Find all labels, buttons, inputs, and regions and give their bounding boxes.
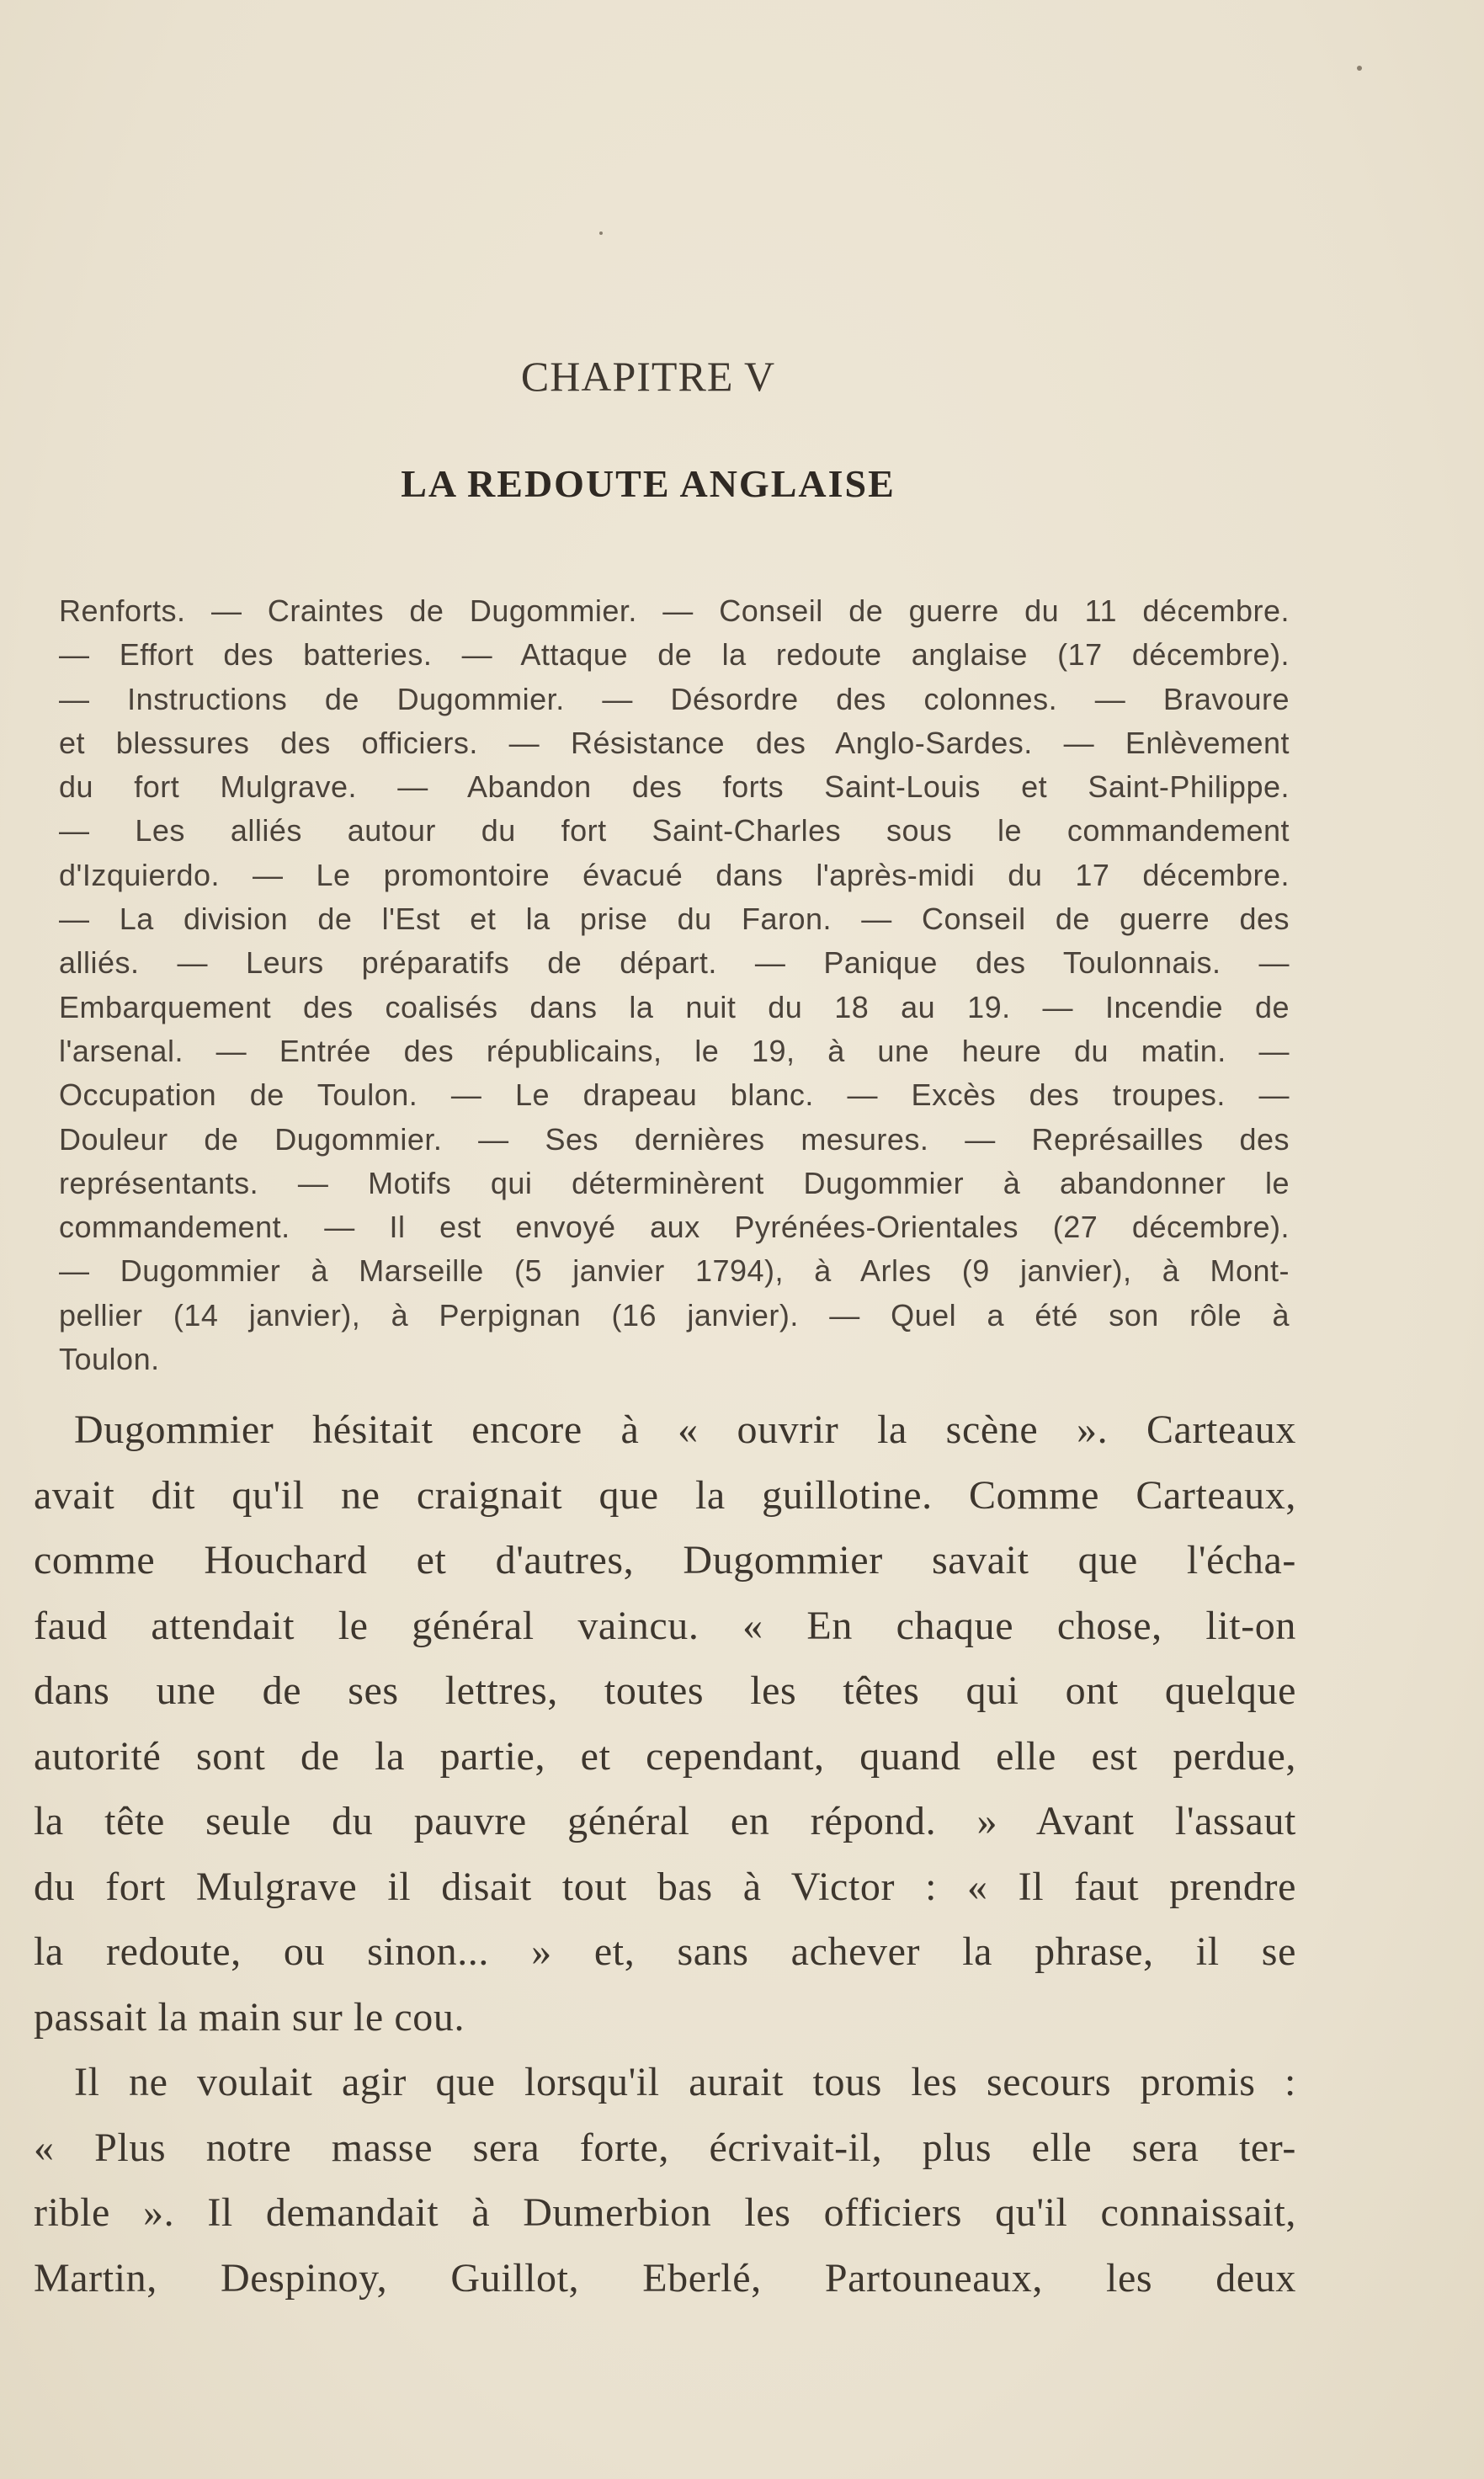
summary-line: Douleur de Dugommier. — Ses dernières mesures. — Représailles des (59, 1121, 1290, 1157)
body-line: du fort Mulgrave il disait tout bas à Victor : « Il faut prendre (34, 1864, 1296, 1909)
body-line: « Plus notre masse sera forte, écrivait-il, plus elle sera ter- (34, 2125, 1296, 2170)
summary-line: — La division de l'Est et la prise du Faron. — Conseil de guerre des (59, 902, 1290, 937)
summary-line: — Dugommier à Marseille (5 janvier 1794), à Arles (9 janvier), à Mont- (59, 1253, 1290, 1289)
body-text (34, 1397, 1296, 2311)
body-line: passait la main sur le cou. (34, 1994, 465, 2040)
summary-line: Toulon. (59, 1342, 160, 1377)
body-line: avait dit qu'il ne craignait que la guillotine. Comme Carteaux, (34, 1472, 1296, 1518)
summary-line: pellier (14 janvier), à Perpignan (16 janvier). — Quel a été son rôle à (59, 1297, 1290, 1333)
body-line: la tête seule du pauvre général en répond. » Avant l'assaut (34, 1799, 1296, 1843)
body-line: Il ne voulait agir que lorsqu'il aurait tous les secours promis : (74, 2060, 1296, 2104)
summary-line: du fort Mulgrave. — Abandon des forts Saint-Louis et Saint-Philippe. (59, 769, 1290, 805)
body-line: faud attendait le général vaincu. « En chaque chose, lit-on (34, 1603, 1296, 1648)
summary-line: Occupation de Toulon. — Le drapeau blanc. — Excès des troupes. — (59, 1077, 1290, 1113)
body-line: Dugommier hésitait encore à « ouvrir la scène ». Carteaux (74, 1407, 1296, 1452)
summary-line: l'arsenal. — Entrée des républicains, le 19, à une heure du matin. — (59, 1033, 1290, 1068)
chapter-title: LA REDOUTE ANGLAISE (401, 462, 896, 505)
paper-speck (599, 231, 603, 235)
summary-line: alliés. — Leurs préparatifs de départ. — Panique des Toulonnais. — (59, 945, 1290, 981)
body-line: rible ». Il demandait à Dumerbion les officiers qu'il connaissait, (34, 2190, 1296, 2235)
summary-line: — Effort des batteries. — Attaque de la redoute anglaise (17 décembre). (59, 637, 1290, 673)
body-line: autorité sont de la partie, et cependant, quand elle est perdue, (34, 1733, 1296, 1779)
chapter-label: CHAPITRE V (520, 353, 776, 400)
body-line: Martin, Despinoy, Guillot, Eberlé, Partouneaux, les deux (34, 2255, 1296, 2301)
summary-line: et blessures des officiers. — Résistance des Anglo-Sardes. — Enlèvement (59, 725, 1290, 760)
summary-line: — Les alliés autour du fort Saint-Charles sous le commandement (59, 813, 1290, 848)
summary-line: Embarquement des coalisés dans la nuit du 18 au 19. — Incendie de (59, 989, 1290, 1024)
body-line: comme Houchard et d'autres, Dugommier savait que l'écha- (34, 1538, 1296, 1583)
summary-line: — Instructions de Dugommier. — Désordre des colonnes. — Bravoure (59, 681, 1290, 716)
paper-speck (1357, 66, 1362, 71)
summary-line: Renforts. — Craintes de Dugommier. — Conseil de guerre du 11 décembre. (59, 593, 1290, 628)
summary-line: représentants. — Motifs qui déterminèrent Dugommier à abandonner le (59, 1165, 1290, 1200)
summary-line: d'Izquierdo. — Le promontoire évacué dans l'après-midi du 17 décembre. (59, 857, 1290, 892)
summary-line: commandement. — Il est envoyé aux Pyrénées-Orientales (27 décembre). (59, 1210, 1290, 1245)
body-line: dans une de ses lettres, toutes les têtes qui ont quelque (34, 1668, 1296, 1713)
chapter-summary (59, 589, 1290, 1381)
body-line: la redoute, ou sinon... » et, sans achever la phrase, il se (34, 1929, 1296, 1974)
